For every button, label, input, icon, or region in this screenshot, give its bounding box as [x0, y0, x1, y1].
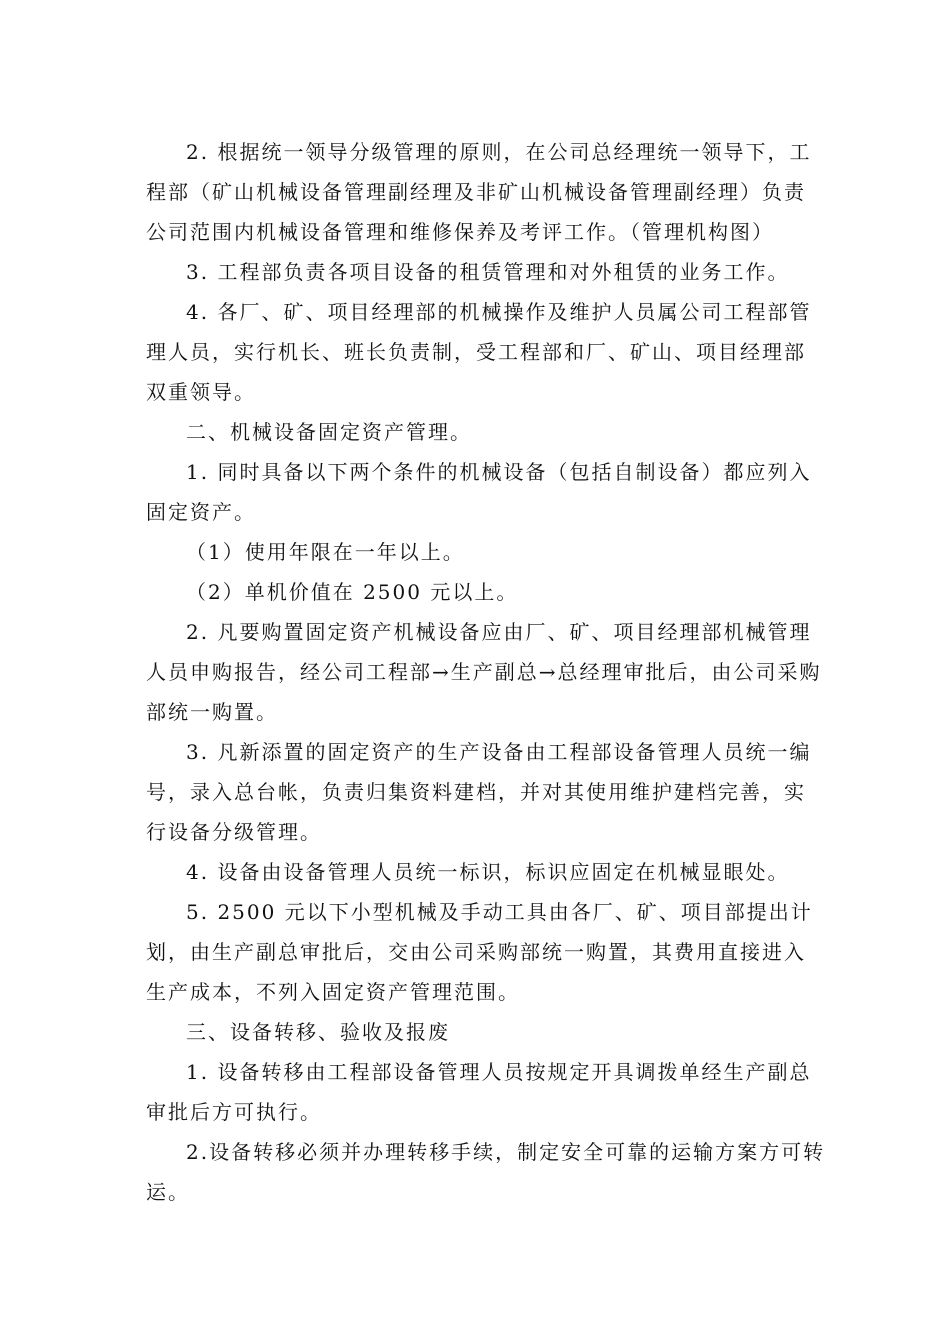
- condition-2-unit-value: （2）单机价值在 2500 元以上。: [186, 580, 519, 604]
- paragraph-2-management-principle: 2. 根据统一领导分级管理的原则，在公司总经理统一领导下，工程部（矿山机械设备管理副经理及非矿山机械设备管理副经理）负责公司范围内机械设备管理和维修保养及考评工作。（管理机构图）: [146, 140, 812, 244]
- section-heading-transfer-acceptance-scrap: 三、设备转移、验收及报废: [186, 1020, 450, 1044]
- paragraph-small-tools: 5. 2500 元以下小型机械及手动工具由各厂、矿、项目部提出计划，由生产副总审批后，交由公司采购部统一购置，其费用直接进入生产成本，不列入固定资产管理范围。: [146, 900, 813, 1004]
- paragraph-labeling: 4. 设备由设备管理人员统一标识，标识应固定在机械显眼处。: [186, 860, 790, 884]
- paragraph-purchase-procedure: 2. 凡要购置固定资产机械设备应由厂、矿、项目经理部机械管理人员申购报告，经公司工程部→生产副总→总经理审批后，由公司采购部统一购置。: [146, 620, 822, 724]
- section-heading-fixed-assets: 二、机械设备固定资产管理。: [186, 420, 472, 444]
- document-body: [146, 132, 826, 1212]
- paragraph-4-operators: 4. 各厂、矿、项目经理部的机械操作及维护人员属公司工程部管理人员，实行机长、班长负责制，受工程部和厂、矿山、项目经理部双重领导。: [146, 300, 812, 404]
- paragraph-3-leasing: 3. 工程部负责各项目设备的租赁管理和对外租赁的业务工作。: [186, 260, 790, 284]
- paragraph-transfer-procedures: 2.设备转移必须并办理转移手续，制定安全可靠的运输方案方可转运。: [146, 1140, 826, 1204]
- paragraph-transfer-approval: 1. 设备转移由工程部设备管理人员按规定开具调拨单经生产副总审批后方可执行。: [146, 1060, 812, 1124]
- paragraph-numbering-archiving: 3. 凡新添置的固定资产的生产设备由工程部设备管理人员统一编号，录入总台帐，负责归集资料建档，并对其使用维护建档完善，实行设备分级管理。: [146, 740, 812, 844]
- paragraph-fixed-asset-conditions: 1. 同时具备以下两个条件的机械设备（包括自制设备）都应列入固定资产。: [146, 460, 812, 524]
- condition-1-service-life: （1）使用年限在一年以上。: [186, 540, 465, 564]
